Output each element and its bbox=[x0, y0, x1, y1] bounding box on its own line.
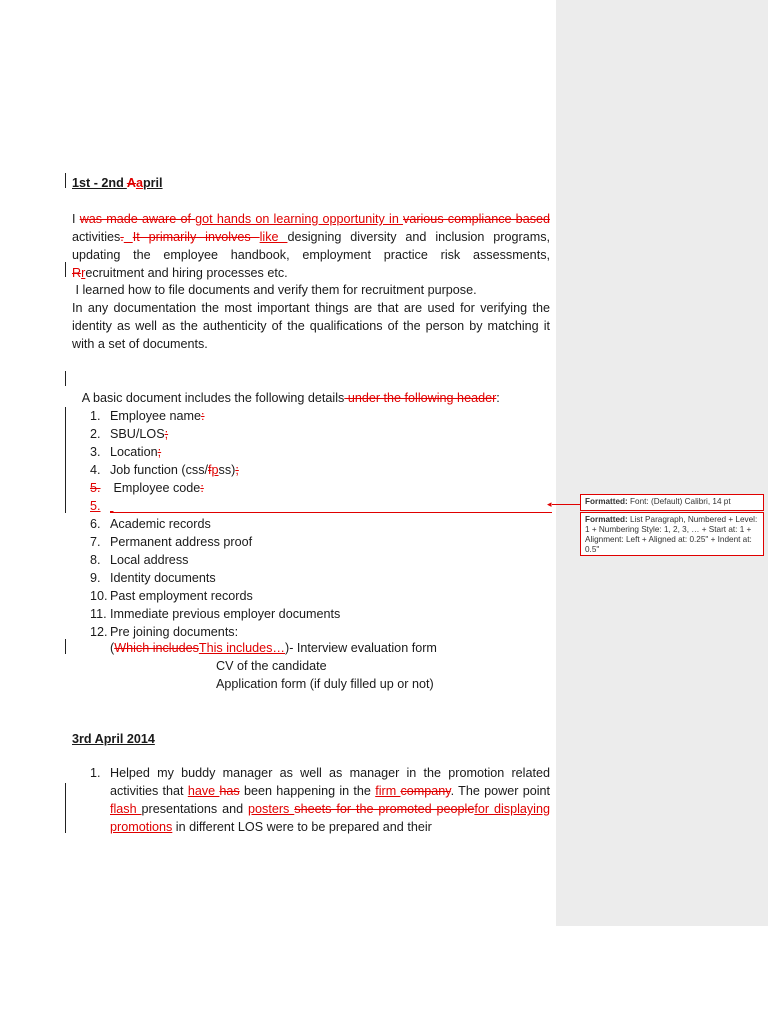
deleted-text: under the following header bbox=[344, 391, 497, 405]
list-text: Permanent address proof bbox=[110, 535, 253, 549]
paragraph: In any documentation the most important things are that are used for verifying the identity as well as the authenticity of the qualifications of the person by matching it with a set of documents. bbox=[72, 301, 550, 351]
text: I bbox=[72, 212, 80, 226]
balloon-label: Formatted: bbox=[585, 497, 628, 506]
comment-connector-line bbox=[110, 512, 552, 513]
list-text: SBU/LOS bbox=[110, 427, 165, 441]
deleted-text: R bbox=[72, 266, 82, 280]
deleted-text: f bbox=[208, 463, 212, 477]
section-heading bbox=[72, 174, 550, 192]
balloon-text: List Paragraph, Numbered + Level: 1 + Numbering Style: 1, 2, 3, … + Start at: 1 + Alignment: Left + Aligned at: 0.25" + Indent at: 0.5" bbox=[585, 515, 758, 554]
text: Helped my buddy manager as well as manager in the promotion related activities that bbox=[110, 766, 550, 798]
deleted-text: ; bbox=[164, 427, 169, 441]
deleted-text: company bbox=[400, 784, 451, 798]
list-number: 10. bbox=[90, 589, 108, 603]
list-number: 1. bbox=[90, 409, 101, 423]
list-item bbox=[90, 551, 550, 569]
comment-balloon[interactable] bbox=[580, 512, 764, 556]
deleted-text: various compliance based bbox=[403, 212, 550, 226]
list-item bbox=[90, 515, 550, 533]
balloon-label: Formatted: bbox=[585, 515, 628, 524]
list-text: Employee name bbox=[110, 409, 202, 423]
list-text: Local address bbox=[110, 553, 189, 567]
list-text: Immediate previous employer documents bbox=[110, 607, 341, 621]
text: in different LOS were to be prepared and their bbox=[172, 820, 432, 834]
deleted-text: was made aware of bbox=[79, 212, 196, 226]
text: presentations and bbox=[141, 802, 249, 816]
inserted-text: firm bbox=[375, 784, 401, 798]
numbered-list bbox=[90, 764, 550, 836]
deleted-text: . bbox=[120, 230, 124, 244]
text: been happening in the bbox=[239, 784, 376, 798]
list-number: 8. bbox=[90, 553, 101, 567]
text: . The power point bbox=[450, 784, 550, 798]
text: A basic document includes the following details bbox=[79, 391, 345, 405]
inserted-text: posters bbox=[248, 802, 295, 816]
balloon-text: Font: (Default) Calibri, 14 pt bbox=[627, 497, 731, 506]
change-bar bbox=[65, 407, 66, 513]
list-number: 12. bbox=[90, 625, 108, 639]
text: ecruitment and hiring processes etc. bbox=[85, 266, 288, 280]
change-bar bbox=[65, 371, 66, 386]
inserted-text: have bbox=[187, 784, 220, 798]
list-text: Past employment records bbox=[110, 589, 253, 603]
deleted-text: : bbox=[201, 409, 205, 423]
sub-line: CV of the candidate bbox=[216, 659, 327, 673]
text: ( bbox=[110, 641, 115, 655]
deleted-text: : bbox=[200, 481, 204, 495]
deleted-text: A bbox=[126, 176, 136, 190]
paragraph bbox=[72, 210, 550, 282]
sub-line: Application form (if duly filled up or not) bbox=[216, 677, 434, 691]
list-item bbox=[90, 533, 550, 551]
list-number: 2. bbox=[90, 427, 101, 441]
numbered-list bbox=[90, 407, 550, 641]
heading-text: pril bbox=[142, 176, 163, 190]
deleted-text: has bbox=[219, 784, 240, 798]
change-bar bbox=[65, 173, 66, 188]
list-text: Job function (css/ bbox=[110, 463, 208, 477]
text: )- Interview evaluation form bbox=[285, 641, 437, 655]
list-text: Identity documents bbox=[110, 571, 216, 585]
inserted-text: a bbox=[135, 176, 143, 190]
list-item bbox=[90, 569, 550, 587]
paragraph: I learned how to file documents and verify them for recruitment purpose. bbox=[72, 283, 477, 297]
section-heading: 3rd April 2014 bbox=[72, 732, 155, 746]
deleted-number: 5. bbox=[90, 481, 101, 495]
deleted-text: Which includes bbox=[114, 641, 199, 655]
change-bar bbox=[65, 639, 66, 654]
list-text: Academic records bbox=[110, 517, 211, 531]
list-number: 7. bbox=[90, 535, 101, 549]
deleted-text: sheets for the promoted people bbox=[294, 802, 475, 816]
sub-line bbox=[110, 639, 437, 657]
inserted-number: 5. bbox=[90, 499, 101, 513]
inserted-text: This includes… bbox=[198, 641, 285, 655]
list-text: Location bbox=[110, 445, 158, 459]
list-text: Pre joining documents: bbox=[110, 625, 239, 639]
list-item bbox=[90, 443, 550, 461]
deleted-text: ; bbox=[157, 445, 162, 459]
inserted-text: got hands on learning opportunity in bbox=[195, 212, 404, 226]
inserted-text bbox=[124, 230, 133, 244]
list-number: 1. bbox=[90, 766, 101, 780]
list-number: 3. bbox=[90, 445, 101, 459]
inserted-text: r bbox=[81, 266, 86, 280]
list-text: Employee code bbox=[110, 481, 201, 495]
inserted-text: like bbox=[259, 230, 288, 244]
markup-margin-pane bbox=[556, 0, 768, 926]
text: designing diversity and inclusion programs, updating the employee handbook, employment practice risk assessments, bbox=[72, 230, 550, 262]
deleted-text: ; bbox=[235, 463, 239, 477]
list-number: 4. bbox=[90, 463, 101, 477]
paragraph bbox=[72, 371, 550, 407]
text: : bbox=[496, 391, 500, 405]
inserted-text: p bbox=[211, 463, 219, 477]
list-number: 11. bbox=[90, 607, 107, 621]
list-item bbox=[90, 605, 550, 623]
deleted-text: It primarily involves bbox=[132, 230, 260, 244]
list-text: ss) bbox=[218, 463, 236, 477]
list-number: 9. bbox=[90, 571, 101, 585]
list-text bbox=[110, 764, 550, 836]
list-item bbox=[90, 461, 550, 479]
comment-connector-line bbox=[552, 504, 580, 505]
change-bar bbox=[65, 262, 66, 277]
list-item bbox=[90, 764, 550, 836]
list-item bbox=[90, 479, 550, 497]
inserted-text: for displaying promotions bbox=[110, 802, 550, 834]
connector-arrow-icon: ◂ bbox=[547, 499, 552, 509]
list-number: 6. bbox=[90, 517, 101, 531]
heading-text: 1st - 2nd bbox=[72, 176, 127, 190]
list-item bbox=[90, 587, 550, 605]
list-item bbox=[90, 425, 550, 443]
list-item bbox=[90, 407, 550, 425]
change-bar bbox=[65, 783, 66, 833]
text: activities bbox=[72, 230, 121, 244]
comment-balloon[interactable] bbox=[580, 494, 764, 511]
inserted-text: flash bbox=[110, 802, 142, 816]
